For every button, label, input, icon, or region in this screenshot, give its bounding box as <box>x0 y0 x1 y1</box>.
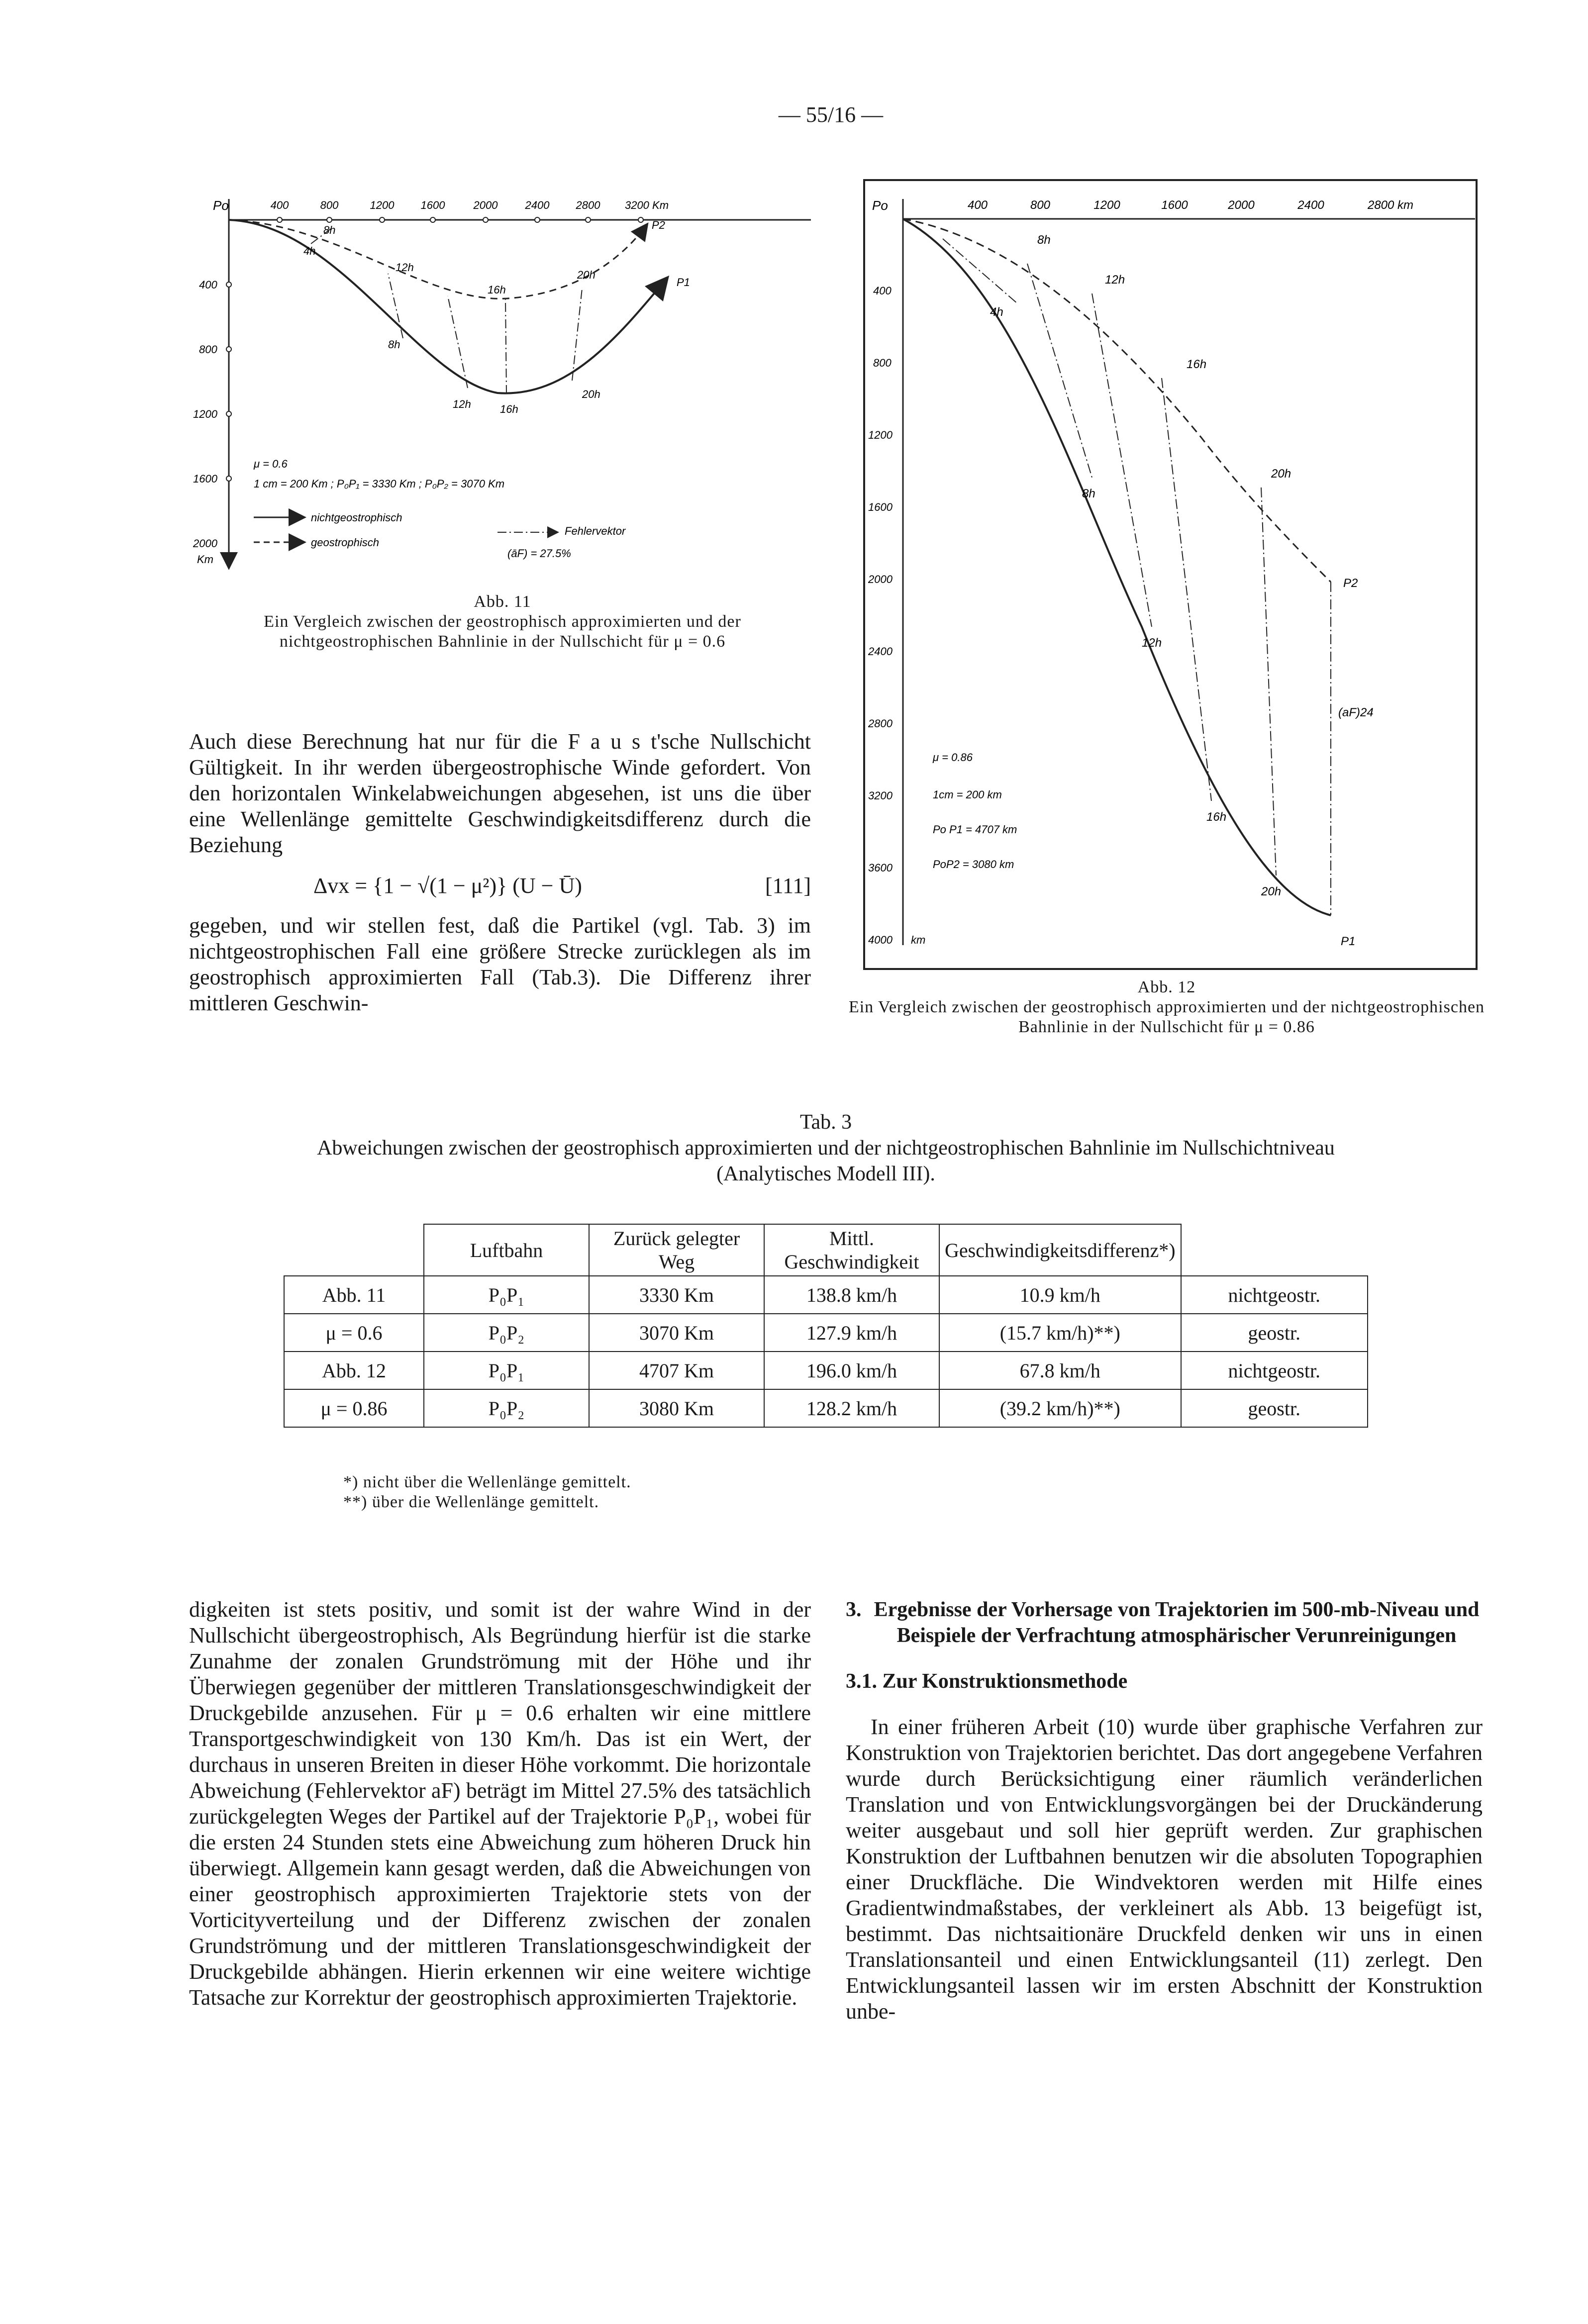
table-cell: geostr. <box>1181 1314 1368 1352</box>
y-tick: 800 <box>873 357 892 369</box>
hour-label: 8h <box>388 338 400 351</box>
y-tick: 4000 <box>868 934 893 946</box>
section-number: 3. <box>846 1598 862 1621</box>
hour-label: 12h <box>1142 636 1162 650</box>
right-column <box>846 1597 1483 2025</box>
y-tick: 3600 <box>868 862 893 874</box>
fig11-scale: 1 cm = 200 Km ; P₀P₁ = 3330 Km ; P₀P₂ = 3070 Km <box>254 478 505 490</box>
figure-12 <box>863 179 1478 970</box>
fig11-caption-text: Ein Vergleich zwischen der geostrophisch approximierten und der nichtgeostrophischen Bahnlinie in der Nullschicht für μ = 0.6 <box>264 612 741 651</box>
x-tick: 2000 <box>1228 198 1255 212</box>
hour-label: 8h <box>1037 233 1051 247</box>
table-cell: P₀P₂ <box>424 1314 589 1352</box>
x-tick: 2000 <box>473 199 498 211</box>
subsection-heading: 3.1. Zur Konstruktionsmethode <box>846 1670 1128 1693</box>
fig12-mu: μ = 0.86 <box>933 751 973 764</box>
table-cell: Abb. 12 <box>284 1352 424 1389</box>
fig12-scale: 1cm = 200 km <box>933 788 1002 801</box>
paragraph: Auch diese Berechnung hat nur für die F a u s t'sche Nullschicht Gültigkeit. In ihr werden übergeostrophische Winde gefordert. Von den horizontalen Winkelabweichungen abgesehen, ist uns die über eine Wellenlänge gemittelte Geschwindigkeitsdifferenz durch die Beziehung <box>189 729 811 857</box>
hour-label: 20h <box>577 269 596 281</box>
x-tick: 1600 <box>420 199 445 211</box>
x-tick: 3200 Km <box>624 199 669 211</box>
page-number: — 55/16 — <box>778 102 884 127</box>
figure-11 <box>189 189 816 597</box>
hour-label: 12h <box>453 398 471 410</box>
x-tick: 1200 <box>370 199 395 211</box>
fig12-p1-label: P1 <box>1341 935 1356 948</box>
table-cell: (15.7 km/h)**) <box>939 1314 1181 1352</box>
table-row <box>284 1352 1368 1389</box>
fig11-legend-nongeo: nichtgeostrophisch <box>311 511 402 524</box>
y-tick: 400 <box>199 279 217 291</box>
y-tick: 2000 <box>868 573 893 585</box>
y-tick: 800 <box>199 343 217 356</box>
fig12-p0-label: Po <box>872 198 888 213</box>
table-cell: 3070 Km <box>589 1314 764 1352</box>
table-cell: 128.2 km/h <box>764 1389 939 1427</box>
fig11-legend-geo: geostrophisch <box>311 536 379 549</box>
table-cell: 3080 Km <box>589 1389 764 1427</box>
hour-label: 8h <box>323 224 336 236</box>
fig11-caption-title: Abb. 11 <box>474 592 531 611</box>
y-tick: 2800 <box>868 717 893 730</box>
table-cell: nichtgeostr. <box>1181 1352 1368 1389</box>
y-tick: 1200 <box>868 429 893 441</box>
section-heading <box>846 1597 1483 1648</box>
footnote: **) über die Wellenlänge gemittelt. <box>343 1493 599 1511</box>
table-cell: P₀P₁ <box>424 1352 589 1389</box>
table-3 <box>284 1224 1368 1428</box>
table-cell: 3330 Km <box>589 1276 764 1314</box>
formula-row <box>189 858 811 913</box>
footnote: *) nicht über die Wellenlänge gemittelt. <box>343 1473 631 1491</box>
fig12-error-label: (aF)24 <box>1338 706 1374 719</box>
fig11-mu: μ = 0.6 <box>254 458 288 470</box>
fig12-caption-title: Abb. 12 <box>1137 978 1196 996</box>
fig12-p0p1: Po P1 = 4707 km <box>933 823 1017 836</box>
table-title: Tab. 3 <box>799 1111 852 1134</box>
hour-label: 16h <box>500 403 518 415</box>
hour-label: 20h <box>1261 885 1282 898</box>
fig11-x-ticks <box>271 199 669 211</box>
y-tick: 2000 <box>193 537 217 550</box>
table-cell: 4707 Km <box>589 1352 764 1389</box>
table-cell: 67.8 km/h <box>939 1352 1181 1389</box>
x-tick: 800 <box>1030 198 1051 212</box>
table-cell: 127.9 km/h <box>764 1314 939 1352</box>
x-tick: 2800 <box>576 199 600 211</box>
hour-label: 16h <box>488 284 506 296</box>
y-tick: 1600 <box>868 501 893 513</box>
table-row <box>284 1276 1368 1314</box>
hour-label: 8h <box>1082 487 1095 500</box>
table-cell: nichtgeostr. <box>1181 1276 1368 1314</box>
hour-label: 4h <box>990 305 1003 319</box>
table-cell: 138.8 km/h <box>764 1276 939 1314</box>
table-cell: P₀P₂ <box>424 1389 589 1427</box>
fig12-x-ticks <box>968 198 1413 212</box>
fig11-p0-label: Po <box>213 198 229 213</box>
fig11-legend-error: Fehlervektor <box>565 525 626 537</box>
table-row <box>284 1314 1368 1352</box>
fig11-legend-error-value: (āF) = 27.5% <box>507 547 571 560</box>
x-tick: 1600 <box>1161 198 1188 212</box>
table-cell: μ = 0.86 <box>284 1389 424 1427</box>
fig11-y-ticks <box>193 279 218 566</box>
fig11-nongeo-track <box>229 220 667 393</box>
table-cell: (39.2 km/h)**) <box>939 1389 1181 1427</box>
left-text-upper <box>189 729 811 1016</box>
x-tick: 2800 km <box>1367 198 1414 212</box>
fig11-p1-label: P1 <box>677 276 690 289</box>
hour-label: 16h <box>1187 358 1207 371</box>
table-header-row <box>284 1224 1368 1276</box>
table-header: Mittl. Geschwindigkeit <box>764 1224 939 1276</box>
formula-number: [111] <box>765 873 811 898</box>
paragraph: digkeiten ist stets positiv, und somit ist der wahre Wind in der Nullschicht übergeostrophisch, Als Begründung hierfür ist die starke Zunahme der zonalen Grundströmung mit der Höhe und ihr Überwiegen gegenüber der mittleren Translationsgeschwindigkeit der Druckgebilde anzusehen. Für μ = 0.6 erhalten wir eine mittlere Transportgeschwindigkeit von 130 Km/h. Das ist ein Wert, der durchaus in unseren Breiten in dieser Höhe vorkommt. Die horizontale Abweichung (Fehlervektor aF) beträgt im Mittel 27.5% des tatsächlich zurückgelegten Weges der Partikel auf der Trajektorie P₀P₁, wobei für die ersten 24 Stunden stets eine Abweichung zum höheren Druck hin überwiegt. Allgemein kann gesagt werden, daß die Abweichungen von einer geostrophisch approximierten Trajektorie stets von der Vorticityverteilung und der Differenz zwischen der zonalen Grundströmung und der mittleren Translationsgeschwindigkeit der Druckgebilde abhängen. Hierin erkennen wir eine weitere wichtige Tatsache zur Korrektur der geostrophisch approximierten Trajektorie. <box>189 1597 811 2010</box>
y-tick: 3200 <box>868 789 893 802</box>
table-cell: 10.9 km/h <box>939 1276 1181 1314</box>
x-tick: 400 <box>967 198 988 212</box>
table-cell: geostr. <box>1181 1389 1368 1427</box>
paragraph: gegeben, und wir stellen fest, daß die Partikel (vgl. Tab. 3) im nichtgeostrophischen Fall eine größere Strecke zurücklegen als im geostrophisch approximierten Fall (Tab.3). Die Differenz ihrer mittleren Geschwin- <box>189 913 811 1015</box>
fig12-nongeo-track <box>903 219 1331 915</box>
table-cell: 196.0 km/h <box>764 1352 939 1389</box>
table-caption: Abweichungen zwischen der geostrophisch approximierten und der nichtgeostrophischen Bahnlinie im Nullschichtniveau (Analytisches Modell III). <box>317 1137 1335 1185</box>
y-tick: 2400 <box>868 645 893 658</box>
fig11-geo-track <box>229 220 647 298</box>
table-cell: Abb. 11 <box>284 1276 424 1314</box>
y-tick: 1600 <box>193 473 217 485</box>
fig11-p2-label: P2 <box>652 219 665 231</box>
y-tick: 400 <box>873 285 892 297</box>
table-cell: μ = 0.6 <box>284 1314 424 1352</box>
table-header: Luftbahn <box>424 1224 589 1276</box>
y-unit: Km <box>197 553 213 566</box>
hour-label: 20h <box>1271 467 1291 481</box>
hour-label: 20h <box>582 388 600 400</box>
left-column <box>189 1597 811 2011</box>
fig12-p2-label: P2 <box>1343 577 1358 590</box>
paragraph: In einer früheren Arbeit (10) wurde über graphische Verfahren zur Konstruktion von Trajektorien berichtet. Das dort angegebene Verfahren wurde durch Berücksichtigung einer räumlich veränderlichen Translation und von Entwicklungsvorgängen bei der Druckänderung weiter ausgebaut und soll hier geprüft werden. Zur graphischen Konstruktion der Luftbahnen benutzen wir die absoluten Topographien einer Druckfläche. Die Windvektoren werden mit Hilfe eines Gradientwindmaßstabes, der verkleinert als Abb. 13 beigefügt ist, bestimmt. Das nichtsaitionäre Druckfeld denken wir uns in einen Translationsanteil und einen Entwicklungsanteil (11) zerlegt. Den Entwicklungsanteil lassen wir im ersten Abschnitt der Konstruktion unbe- <box>846 1715 1483 2024</box>
x-tick: 1200 <box>1093 198 1120 212</box>
hour-label: 12h <box>396 261 414 274</box>
formula: Δvx = {1 − √(1 − μ²)} (U − Ū) <box>313 873 582 898</box>
x-tick: 2400 <box>525 199 550 211</box>
table-cell: P₀P₁ <box>424 1276 589 1314</box>
table-header: Zurück gelegter Weg <box>589 1224 764 1276</box>
hour-label: 4h <box>303 245 316 257</box>
fig12-y-ticks <box>868 285 925 946</box>
hour-label: 12h <box>1105 273 1125 287</box>
table-header: Geschwindigkeitsdifferenz*) <box>939 1224 1181 1276</box>
table-row <box>284 1389 1368 1427</box>
x-tick: 400 <box>270 199 289 211</box>
x-tick: 800 <box>320 199 339 211</box>
section-title: Ergebnisse der Vorhersage von Trajektorien im 500-mb-Niveau und Beispiele der Verfrachtung atmosphärischer Verunreinigungen <box>874 1598 1480 1647</box>
hour-label: 16h <box>1206 810 1227 824</box>
fig12-caption-text: Ein Vergleich zwischen der geostrophisch approximierten und der nichtgeostrophischen Bahnlinie in der Nullschicht für μ = 0.86 <box>848 998 1485 1036</box>
x-tick: 2400 <box>1297 198 1324 212</box>
y-tick: 1200 <box>193 408 217 420</box>
y-unit: km <box>911 934 926 946</box>
fig12-p0p2: PoP2 = 3080 km <box>933 858 1014 871</box>
